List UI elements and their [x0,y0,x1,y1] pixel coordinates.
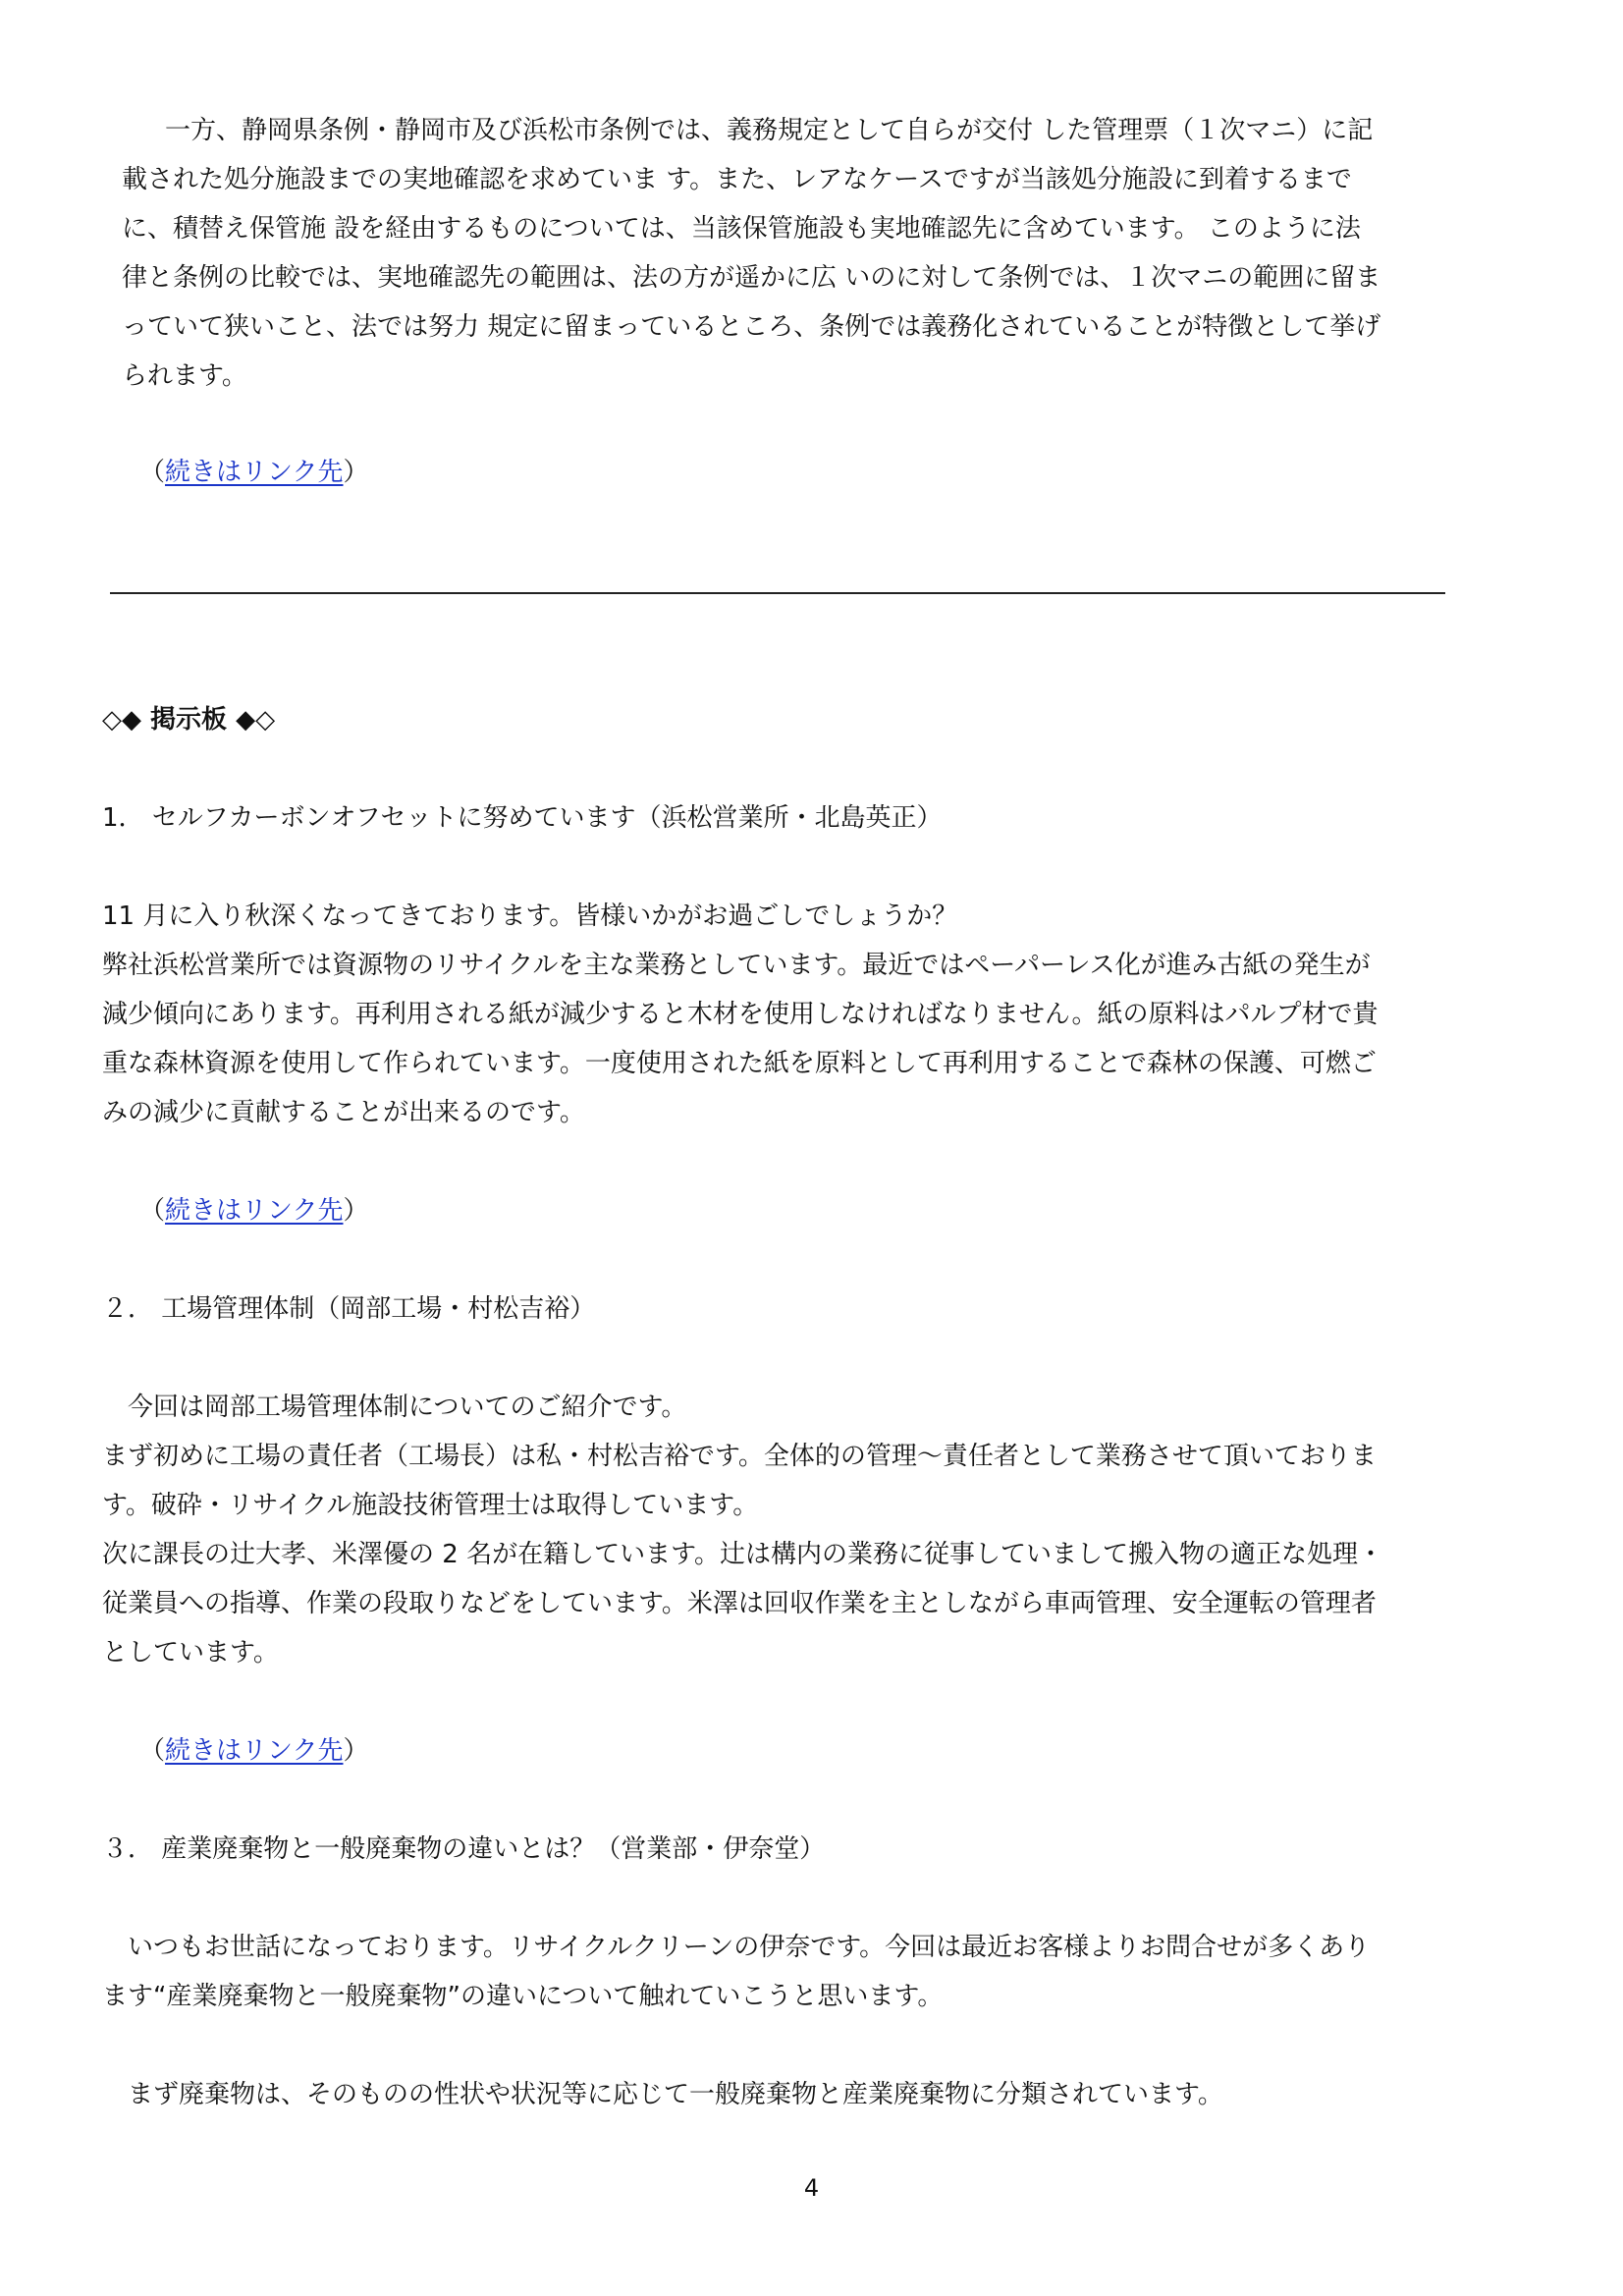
body-line: 11 月に入り秋深くなってきております。皆様いかがお過ごしでしょうか？ [102,902,958,931]
body-line: みの減少に貢献することが出来るのです。 [102,1098,585,1127]
section-divider [110,592,1445,594]
intro-line: っていて狭いこと、法では努力 規定に留まっているところ、条例では義務化されていることが特徴として挙げ [122,312,1381,342]
body-line: まず初めに工場の責任者（工場長）は私・村松吉裕です。全体的の管理～責任者として業務させて頂いておりま [102,1442,1377,1471]
item-title: 1． セルフカーボンオフセットに努めています（浜松営業所・北島英正） [102,803,943,833]
body-line: 従業員への指導、作業の段取りなどをしています。米澤は回収作業を主としながら車両管理、安全運転の管理者 [102,1589,1377,1618]
continue-link-row [139,448,369,497]
continue-link-row [139,1186,369,1235]
body-line: 次に課長の辻大孝、米澤優の 2 名が在籍しています。辻は構内の業務に従事していまして搬入物の適正な処理・ [102,1540,1383,1569]
body-line: ます“産業廃棄物と一般廃棄物”の違いについて触れていこうと思います。 [102,1982,944,2011]
intro-line: 一方、静岡県条例・静岡市及び浜松市条例では、義務規定として自らが交付 した管理票（１次マニ）に記 [165,116,1374,145]
link-paren-close: ） [343,1736,369,1766]
intro-line: 載された処分施設までの実地確認を求めていま す。また、レアなケースですが当該処分施設に到着するまで [122,165,1352,194]
continue-link[interactable]: 続きはリンク先 [165,1196,344,1226]
body-line: としています。 [102,1638,279,1667]
continue-link[interactable]: 続きはリンク先 [165,1736,344,1766]
body-line: いつもお世話になっております。リサイクルクリーンの伊奈です。今回は最近お客様よりお問合せが多くあり [102,1933,1371,1962]
page-number: 4 [803,2174,820,2202]
continue-link[interactable]: 続きはリンク先 [165,458,344,487]
link-paren-close: ） [343,458,369,487]
body-line: 今回は岡部工場管理体制についてのご紹介です。 [102,1393,687,1422]
link-paren-open: （ [139,1196,166,1226]
continue-link-row [139,1726,369,1776]
intro-paragraph [122,106,1536,401]
body-line: 重な森林資源を使用して作られています。一度使用された紙を原料として再利用することで森林の保護、可燃ご [102,1049,1377,1078]
item-body [102,1383,1536,1677]
body-line: 弊社浜松営業所では資源物のリサイクルを主な業務としています。最近ではペーパーレス化が進み古紙の発生が [102,951,1371,980]
item-title: ２． 工場管理体制（岡部工場・村松吉裕） [102,1294,596,1324]
body-line: 減少傾向にあります。再利用される紙が減少すると木材を使用しなければなりません。紙の原料はパルプ材で貴 [102,1000,1379,1029]
link-paren-close: ） [343,1196,369,1226]
intro-line: に、積替え保管施 設を経由するものについては、当該保管施設も実地確認先に含めています。 このように法 [122,214,1361,244]
item-body [102,1923,1536,2021]
intro-line: られます。 [122,361,247,391]
item-title: ３． 産業廃棄物と一般廃棄物の違いとは？（営業部・伊奈堂） [102,1834,826,1864]
body-line: まず廃棄物は、そのものの性状や状況等に応じて一般廃棄物と産業廃棄物に分類されています。 [102,2080,1223,2109]
link-paren-open: （ [139,1736,166,1766]
bulletin-heading: ◇◆ 掲示板 ◆◇ [102,705,276,735]
body-line: す。破砕・リサイクル施設技術管理士は取得しています。 [102,1491,759,1520]
link-paren-open: （ [139,458,166,487]
item-body [102,2070,1536,2119]
intro-line: 律と条例の比較では、実地確認先の範囲は、法の方が遥かに広 いのに対して条例では、１次マニの範囲に留ま [122,263,1381,293]
item-body [102,892,1536,1137]
